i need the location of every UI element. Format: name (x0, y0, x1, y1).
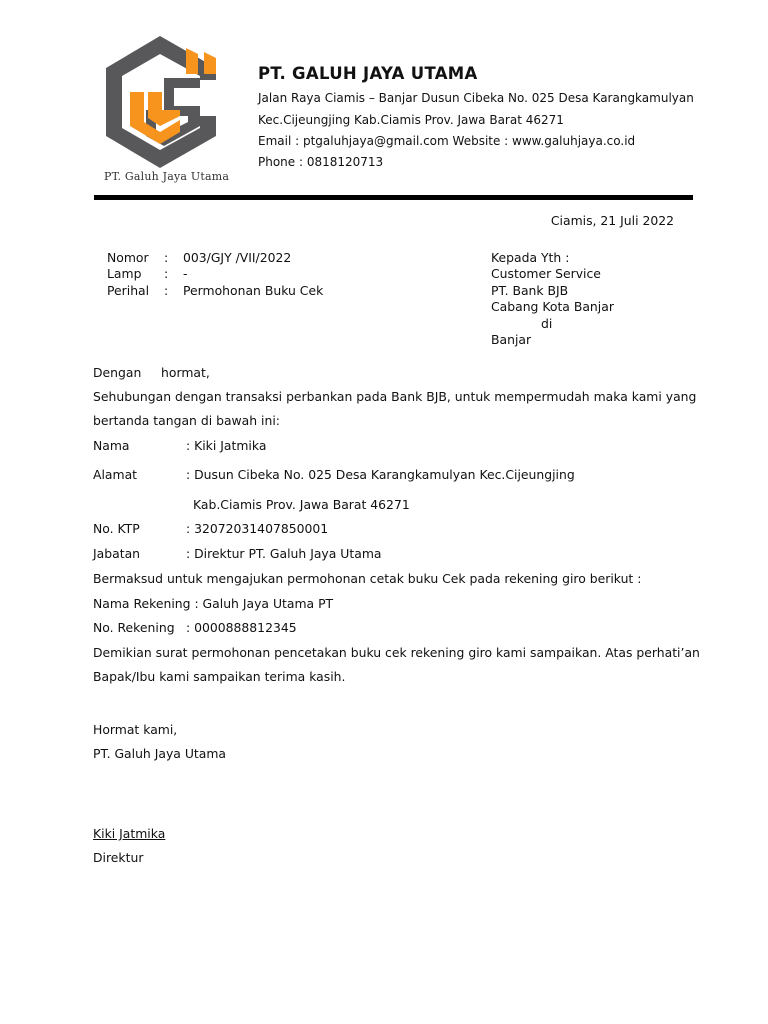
letterhead-divider (94, 195, 693, 200)
greeting: Dengan hormat, (93, 365, 210, 380)
company-name: PT. GALUH JAYA UTAMA (258, 64, 478, 83)
nomor-value: 003/GJY /VII/2022 (183, 250, 292, 265)
company-phone: Phone : 0818120713 (258, 155, 384, 169)
intro-line-1: Sehubungan dengan transaksi perbankan pada Bank BJB, untuk mempermudah maka kami yang (93, 389, 697, 404)
company-address-line-2: Kec.Cijeungjing Kab.Ciamis Prov. Jawa Barat 46271 (258, 113, 564, 127)
recipient-line-5: di (541, 316, 553, 331)
logo-caption: PT. Galuh Jaya Utama (104, 170, 230, 183)
company-address-line-1: Jalan Raya Ciamis – Banjar Dusun Cibeka No. 025 Desa Karangkamulyan (258, 91, 694, 105)
letter-date: Ciamis, 21 Juli 2022 (550, 213, 674, 228)
lamp-label: Lamp (107, 266, 142, 281)
jabatan-label: Jabatan (93, 546, 141, 561)
closing-line-1: Demikian surat permohonan pencetakan buku cek rekening giro kami sampaikan. Atas perhati’an (93, 645, 700, 660)
account-name: Nama Rekening : Galuh Jaya Utama PT (93, 596, 334, 611)
closing-line-2: Bapak/Ibu kami sampaikan terima kasih. (93, 669, 346, 684)
ktp-value: : 32072031407850001 (186, 521, 329, 536)
nama-label: Nama (93, 438, 130, 453)
regards: Hormat kami, (93, 722, 178, 737)
ktp-label: No. KTP (93, 521, 140, 536)
recipient-line-2: Customer Service (491, 266, 601, 281)
recipient-line-3: PT. Bank BJB (491, 283, 569, 298)
alamat-value-2: Kab.Ciamis Prov. Jawa Barat 46271 (193, 497, 410, 512)
perihal-value: Permohonan Buku Cek (183, 283, 324, 298)
lamp-value: - (183, 266, 188, 281)
signatory-name: Kiki Jatmika (93, 826, 166, 841)
recipient-line-1: Kepada Yth : (491, 250, 570, 265)
perihal-colon: : (164, 283, 169, 298)
nomor-label: Nomor (107, 250, 149, 265)
signature-company: PT. Galuh Jaya Utama (93, 746, 227, 761)
intro-line-2: bertanda tangan di bawah ini: (93, 413, 280, 428)
account-number-value: : 0000888812345 (186, 620, 297, 635)
recipient-line-6: Banjar (491, 332, 532, 347)
account-number-label: No. Rekening (93, 620, 175, 635)
nama-value: : Kiki Jatmika (186, 438, 267, 453)
lamp-colon: : (164, 266, 169, 281)
nomor-colon: : (164, 250, 169, 265)
recipient-line-4: Cabang Kota Banjar (491, 299, 614, 314)
signatory-title: Direktur (93, 850, 144, 865)
company-logo (100, 30, 234, 190)
alamat-value-1: : Dusun Cibeka No. 025 Desa Karangkamulyan Kec.Cijeungjing (186, 467, 575, 482)
perihal-label: Perihal (107, 283, 150, 298)
alamat-label: Alamat (93, 467, 138, 482)
company-contact: Email : ptgaluhjaya@gmail.com Website : www.galuhjaya.co.id (258, 134, 636, 148)
purpose-statement: Bermaksud untuk mengajukan permohonan cetak buku Cek pada rekening giro berikut : (93, 571, 642, 586)
jabatan-value: : Direktur PT. Galuh Jaya Utama (186, 546, 382, 561)
